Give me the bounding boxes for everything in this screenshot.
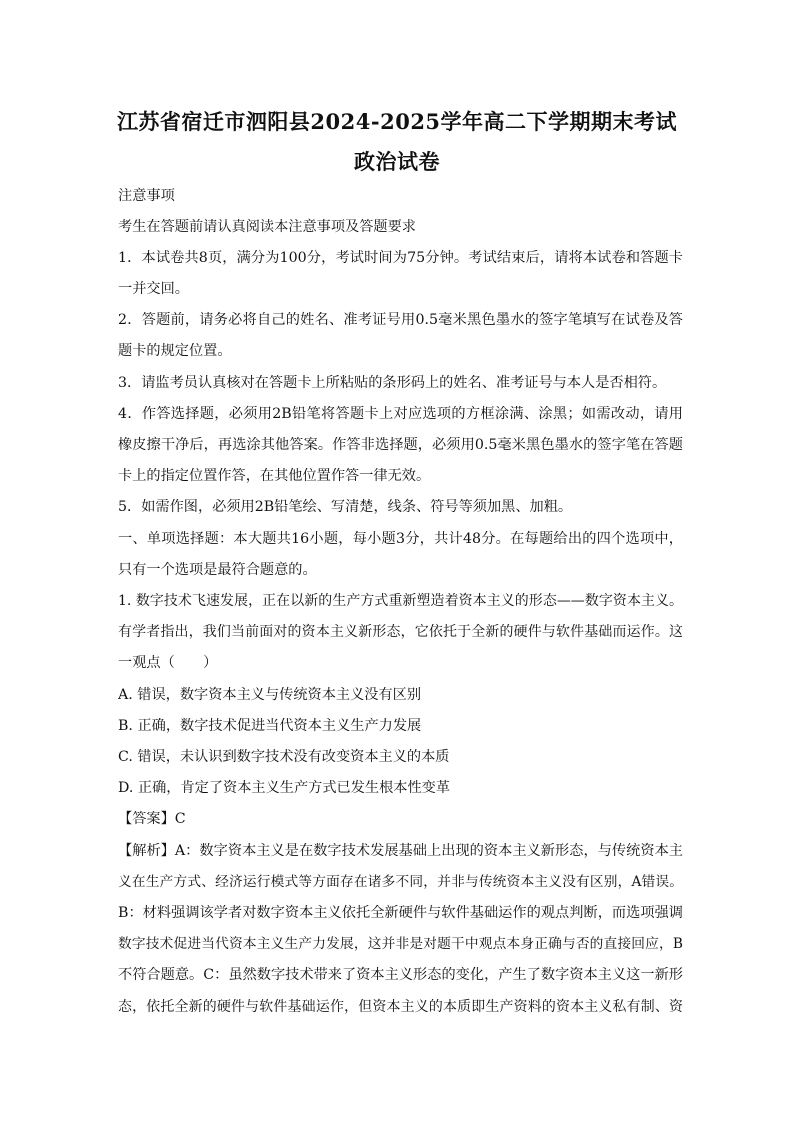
question-1-stem-line-1: 1. 数字技术飞速发展，正在以新的生产方式重新塑造着资本主义的形态——数字资本主义。: [118, 593, 683, 609]
notice-intro: 考生在答题前请认真阅读本注意事项及答题要求: [118, 219, 416, 235]
notice-item-2-line-2: 题卡的规定位置。: [118, 343, 232, 359]
question-1-option-c: C. 错误，未认识到数字技术没有改变资本主义的本质: [118, 749, 450, 765]
question-1-stem-line-2: 有学者指出，我们当前面对的资本主义新形态，它依托于全新的硬件与软件基础而运作。这: [118, 624, 683, 640]
question-1-analysis-line-6: 态，依托全新的硬件与软件基础运作，但资本主义的本质即生产资料的资本主义私有制、资: [118, 999, 683, 1015]
section-heading-line-1: 一、单项选择题：本大题共16小题，每小题3分，共计48分。在每题给出的四个选项中，: [118, 531, 683, 547]
notice-item-5-line-1: 5．如需作图，必须用2B铅笔绘、写清楚，线条、符号等须加黑、加粗。: [118, 499, 573, 515]
question-1-option-a: A. 错误，数字资本主义与传统资本主义没有区别: [118, 687, 422, 703]
question-1-analysis-line-2: 义在生产方式、经济运行模式等方面存在诸多不同，并非与传统资本主义没有区别，A错误。: [118, 874, 683, 890]
question-1-analysis-line-3: B：材料强调该学者对数字资本主义依托全新硬件与软件基础运作的观点判断，而选项强调: [118, 905, 683, 921]
question-1-option-b: B. 正确，数字技术促进当代资本主义生产力发展: [118, 718, 422, 734]
question-1-answer: 【答案】C: [118, 811, 186, 827]
question-1-option-d: D. 正确，肯定了资本主义生产方式已发生根本性变革: [118, 780, 451, 796]
question-1-analysis-line-5: 不符合题意。C：虽然数字技术带来了资本主义形态的变化，产生了数字资本主义这一新形: [118, 967, 683, 983]
exam-subject-title: 政治试卷: [354, 149, 440, 174]
notice-item-1-line-2: 一并交回。: [118, 281, 189, 297]
notice-item-4-line-1: 4．作答选择题，必须用2B铅笔将答题卡上对应选项的方框涂满、涂黑；如需改动，请用: [118, 406, 683, 422]
notice-item-4-line-3: 卡上的指定位置作答，在其他位置作答一律无效。: [118, 468, 431, 484]
section-heading-line-2: 只有一个选项是最符合题意的。: [118, 562, 317, 578]
notice-heading: 注意事项: [118, 188, 175, 204]
question-1-analysis-line-1: 【解析】A：数字资本主义是在数字技术发展基础上出现的资本主义新形态，与传统资本主: [118, 843, 683, 859]
question-1-stem-line-3: 一观点（ ）: [118, 655, 218, 671]
notice-item-2-line-1: 2．答题前，请务必将自己的姓名、准考证号用0.5毫米黑色墨水的签字笔填写在试卷及答: [118, 312, 683, 328]
notice-item-4-line-2: 橡皮擦干净后，再选涂其他答案。作答非选择题，必须用0.5毫米黑色墨水的签字笔在答题: [118, 437, 683, 453]
notice-item-3-line-1: 3．请监考员认真核对在答题卡上所粘贴的条形码上的姓名、准考证号与本人是否相符。: [118, 375, 667, 391]
question-1-analysis-line-4: 数字技术促进当代资本主义生产力发展，这并非是对题干中观点本身正确与否的直接回应，B: [118, 936, 683, 952]
notice-item-1-line-1: 1．本试卷共8页，满分为100分，考试时间为75分钟。考试结束后，请将本试卷和答题卡: [118, 250, 683, 266]
exam-title: 江苏省宿迁市泗阳县2024-2025学年高二下学期期末考试: [116, 109, 678, 134]
